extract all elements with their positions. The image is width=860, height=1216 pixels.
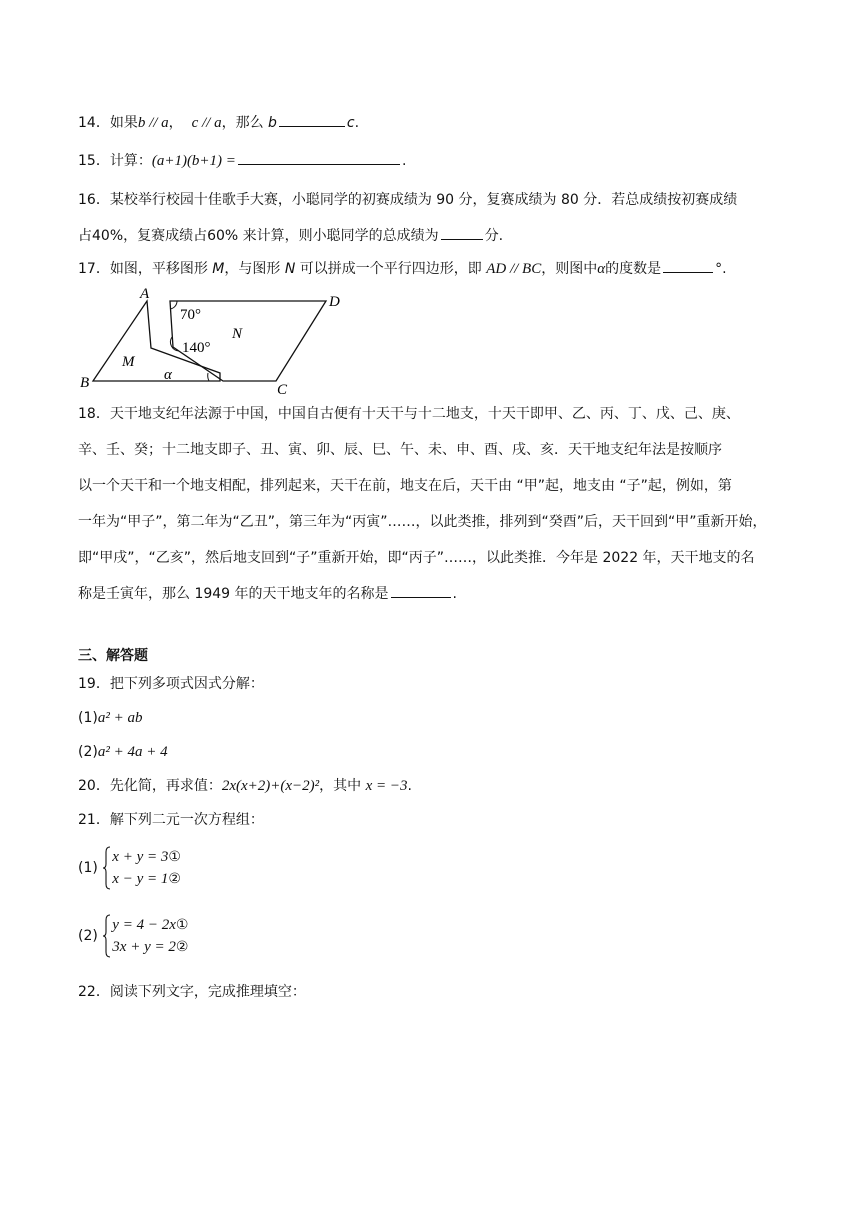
equation-row [112, 936, 188, 958]
question-14 [78, 112, 359, 133]
q18-text-6: 称是壬寅年，那么 1949 年的天干地支年的名称是 [78, 586, 389, 602]
question-18 [78, 396, 784, 612]
q19-expr-2: a² + 4a + 4 [97, 744, 168, 760]
q16-text-3: 分. [484, 228, 504, 244]
q17-text-c: 可以拼成一个平行四边形，即 [295, 261, 487, 277]
equation-system [102, 914, 188, 958]
q20-expression: 2x(x+2)+(x−2)² [221, 778, 320, 794]
q18-end: . [452, 586, 457, 602]
question-number: 21． [78, 812, 110, 828]
q19-expr-1: a² + ab [97, 710, 143, 726]
label-alpha: α [164, 367, 172, 383]
q21-text: 解下列二元一次方程组： [109, 812, 264, 828]
q21-system-1 [78, 846, 181, 890]
q18-line-1 [78, 396, 784, 432]
equation-tag: ② [175, 939, 189, 955]
question-19 [78, 674, 264, 694]
brace-icon [102, 846, 112, 890]
q20-end: . [407, 778, 412, 794]
equation-tag: ① [175, 917, 189, 933]
question-20 [78, 776, 412, 796]
q14-text-mid: ，那么 [221, 115, 269, 131]
equation-system [102, 846, 181, 890]
question-number: 19． [78, 676, 110, 692]
q16-text-2: 占40%，复赛成绩占60% 来计算，则小聪同学的总成绩为 [78, 228, 439, 244]
question-number: 17． [78, 261, 110, 277]
q20-text-mid: ，其中 [319, 778, 366, 794]
question-number: 22． [78, 984, 110, 1000]
part-label: (2) [78, 744, 98, 760]
q14-end: . [354, 115, 360, 131]
q17-text-a: 如图，平移图形 [109, 261, 213, 277]
angle-mark-alpha [208, 373, 209, 381]
question-number: 16． [78, 192, 110, 208]
section-heading: 三、解答题 [78, 648, 148, 664]
equation: y = 4 − 2x [112, 917, 176, 933]
q15-expression: (a+1)(b+1) = [151, 153, 236, 169]
label-c: C [277, 382, 288, 394]
label-angle-140: 140° [182, 340, 211, 356]
equation: x + y = 3 [112, 849, 169, 865]
q18-line-3: 以一个天干和一个地支相配，排列起来，天干在前，地支在后，天干由 “甲”起，地支由 “子”起，例如，第 [78, 478, 732, 494]
answer-blank[interactable] [391, 583, 451, 598]
q19-text: 把下列多项式因式分解： [109, 676, 264, 692]
q16-text-1: 某校举行校园十佳歌手大赛，小聪同学的初赛成绩为 90 分，复赛成绩为 80 分．若总成绩按初赛成绩 [109, 192, 738, 208]
equation: 3x + y = 2 [112, 939, 176, 955]
question-number: 18． [78, 406, 110, 422]
label-a: A [140, 286, 150, 302]
q22-text: 阅读下列文字，完成推理填空： [109, 984, 306, 1000]
q15-text: 计算： [109, 153, 152, 169]
q14-premise-1: b // a [137, 115, 169, 131]
equation-row [112, 846, 181, 868]
q18-line-5: 即“甲戌”，“乙亥”，然后地支回到“子”重新开始，即“丙子”……，以此类推．今年是 2022 年，天干地支的名 [78, 550, 755, 566]
question-number: 15． [78, 153, 110, 169]
question-22 [78, 982, 306, 1002]
q18-line-2: 辛、壬、癸；十二地支即子、丑、寅、卯、辰、巳、午、未、申、酉、戌、亥．天干地支纪年法是按顺序 [78, 442, 722, 458]
q18-line-6 [78, 576, 784, 612]
q14-text: 如果 [109, 115, 138, 131]
q19-part-1 [78, 708, 142, 728]
answer-blank[interactable] [279, 112, 345, 127]
q17-shape-n: N [284, 261, 296, 277]
equation-row [112, 868, 181, 890]
equation: x − y = 1 [112, 871, 169, 887]
brace-icon [102, 914, 112, 958]
question-17 [78, 258, 727, 279]
part-label: (1) [78, 710, 98, 726]
label-b: B [80, 375, 90, 391]
q17-text-d: ，则图中 [541, 261, 598, 277]
q20-condition: x = −3 [365, 778, 408, 794]
q14-var-c: c [346, 115, 355, 131]
equation-row [112, 914, 188, 936]
geometry-figure [78, 284, 348, 394]
question-16-line-1 [78, 190, 737, 210]
question-number: 14． [78, 115, 110, 131]
question-number: 20． [78, 778, 110, 794]
q14-var-b: b [268, 115, 277, 131]
q17-shape-m: M [212, 261, 225, 277]
label-n: N [232, 326, 243, 342]
q17-text-f: °. [715, 261, 727, 277]
q17-text-b: ，与图形 [224, 261, 285, 277]
question-16-line-2 [78, 225, 503, 246]
equation-tag: ② [168, 871, 181, 887]
q14-sep: ， [168, 115, 183, 131]
equation-tag: ① [168, 849, 181, 865]
q21-system-2 [78, 914, 188, 958]
answer-blank[interactable] [441, 225, 483, 240]
answer-blank[interactable] [238, 150, 400, 165]
question-21 [78, 810, 264, 830]
q19-part-2 [78, 742, 168, 762]
answer-blank[interactable] [663, 258, 713, 273]
part-label: (1) [78, 860, 98, 876]
q14-premise-2: c // a [191, 115, 222, 131]
part-label: (2) [78, 928, 98, 944]
q17-alpha: α [597, 261, 606, 277]
q18-line-4: 一年为“甲子”，第二年为“乙丑”，第三年为“丙寅”……，以此类推，排列到“癸酉”后，天干回到“甲”重新开始， [78, 514, 767, 530]
q20-text: 先化简，再求值： [109, 778, 222, 794]
q18-text-1: 天干地支纪年法源于中国，中国自古便有十天干与十二地支，十天干即甲、乙、丙、丁、戊、己、庚、 [109, 406, 740, 422]
label-d: D [329, 294, 340, 310]
label-m: M [122, 354, 135, 370]
q15-end: . [401, 153, 407, 169]
label-angle-70: 70° [180, 307, 201, 323]
question-15 [78, 150, 406, 171]
q17-text-e: 的度数是 [605, 261, 662, 277]
q17-condition: AD // BC [486, 261, 542, 277]
